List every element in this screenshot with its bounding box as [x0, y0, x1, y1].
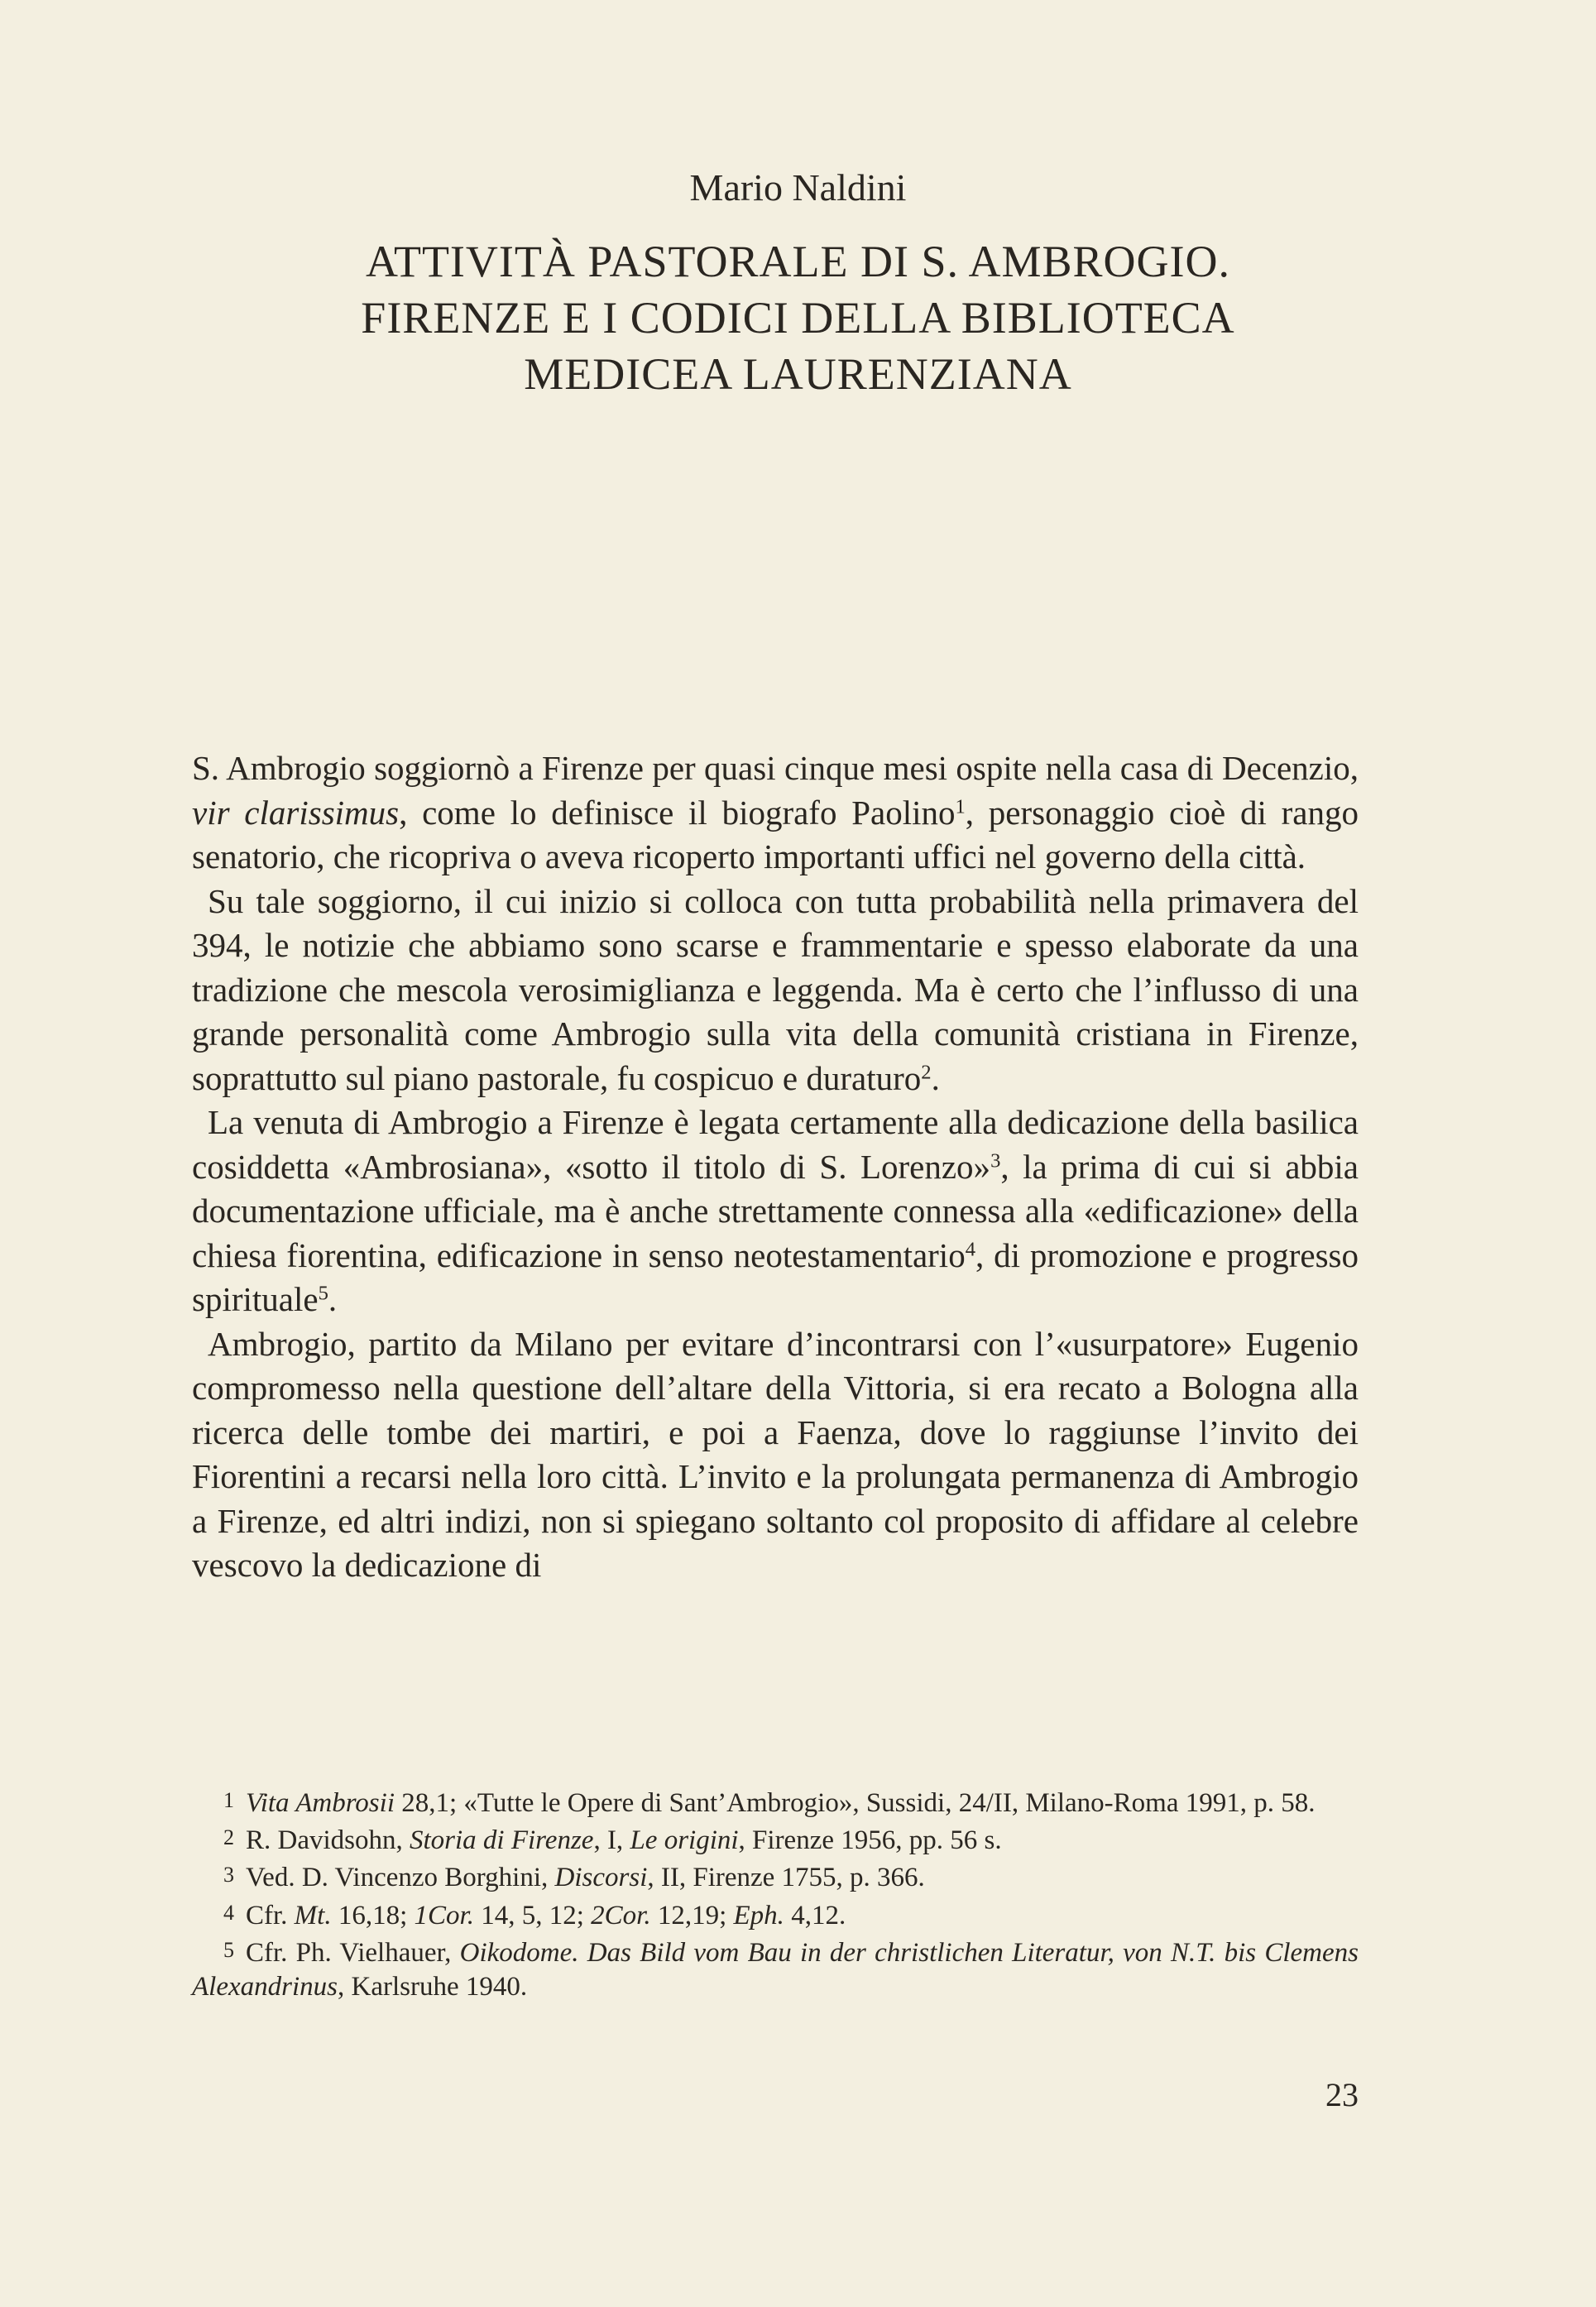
paragraph-4: Ambrogio, partito da Milano per evitare d’incontrarsi con l’«usurpatore» Eugenio compromesso nella questione dell’altare della Vittoria, si era recato a Bologna alla ricerca delle tombe dei martiri, e poi a Faenza, dove lo raggiunse l’invito dei Fiorentini a recarsi nella loro città. L’invito e la prolungata permanenza di Ambrogio a Firenze, ed altri indizi, non si spiegano soltanto col proposito di affidare al celebre vescovo la dedicazione di	[192, 1324, 1359, 1584]
footnote-ref-3: 3	[990, 1149, 1001, 1172]
footnote-number: 2	[223, 1825, 234, 1850]
footnote-text: 28,1; «Tutte le Opere di Sant’Ambrogio», Sussidi, 24/II, Milano-Roma 1991, p. 58.	[395, 1788, 1316, 1819]
footnote-text: Cfr. Ph. Vielhauer,	[246, 1937, 460, 1968]
footnote-text: 4,12.	[784, 1900, 846, 1930]
footnote-title: Eph.	[733, 1900, 784, 1930]
footnote-title: Discorsi	[554, 1863, 648, 1893]
footnote-text: 12,19;	[650, 1900, 734, 1930]
footnote-3	[192, 1858, 1359, 1895]
footnote-title: Mt.	[294, 1900, 332, 1930]
footnote-number: 5	[223, 1937, 234, 1962]
footnote-number: 3	[223, 1863, 234, 1887]
footnote-text: , I,	[593, 1825, 630, 1856]
article-title	[0, 233, 1596, 402]
page-number: 23	[1325, 2076, 1359, 2113]
footnote-ref-4: 4	[965, 1237, 975, 1260]
footnote-title: Vita Ambrosii	[246, 1788, 395, 1819]
footnotes	[192, 1783, 1359, 2004]
title-line: ATTIVITÀ PASTORALE DI S. AMBROGIO.	[365, 237, 1231, 286]
latin-phrase: vir clarissimus	[192, 793, 400, 832]
footnote-5	[192, 1933, 1359, 2004]
paragraph-3: La venuta di Ambrogio a Firenze è legata certamente alla dedicazione della basilica cosiddetta «Ambrosiana», «sotto il titolo di S. Lorenzo»$^3$, la prima di cui si abbia documentazione ufficiale, ma è anche strettamente connessa alla «edificazione» della chiesa fiorentina, edificazione in senso neotestamentario$^4$, di promozione e progresso spirituale$^5$.	[192, 1103, 1359, 1318]
footnote-title: 1Cor.	[414, 1900, 474, 1930]
footnote-number: 1	[223, 1788, 234, 1812]
footnote-text: , Firenze 1956, pp. 56 s.	[738, 1825, 1002, 1856]
footnote-number: 4	[223, 1900, 234, 1925]
footnote-text: R. Davidsohn,	[246, 1825, 410, 1856]
footnote-ref-5: 5	[318, 1282, 328, 1305]
footnote-title: Oikodome. Das Bild vom Bau in der christlichen Literatur, von N.T. bis Clemens Alexandrinus	[192, 1937, 1359, 2002]
author-name: Mario Naldini	[689, 166, 907, 209]
footnote-text: , II, Firenze 1755, p. 366.	[647, 1863, 925, 1893]
footnote-text: Cfr.	[246, 1900, 295, 1930]
footnote-4	[192, 1896, 1359, 1933]
footnote-title: Le origini	[630, 1825, 739, 1856]
paragraph-2: Su tale soggiorno, il cui inizio si colloca con tutta probabilità nella primavera del 394, le notizie che abbiamo sono scarse e frammentarie e spesso elaborate da una tradizione che mescola verosimiglianza e leggenda. Ma è certo che l’influsso di una grande personalità come Ambrogio sulla vita della comunità cristiana in Firenze, soprattutto sul piano pastorale, fu cospicuo e duraturo$^2$.	[192, 881, 1359, 1097]
footnote-text: 14, 5, 12;	[473, 1900, 592, 1930]
paragraph-1: S. Ambrogio soggiornò a Firenze per quasi cinque mesi ospite nella casa di Decenzio, vir clarissimus, come lo definisce il biografo Paolino$^1$, personaggio cioè di rango senatorio, che ricopriva o aveva ricoperto importanti uffici nel governo della città.	[192, 749, 1359, 875]
footnote-text: , Karlsruhe 1940.	[337, 1971, 528, 2002]
footnote-2	[192, 1820, 1359, 1858]
footnote-title: Storia di Firenze	[410, 1825, 594, 1856]
footnote-1	[192, 1783, 1359, 1820]
footnote-ref-2: 2	[921, 1060, 932, 1083]
body-text	[192, 746, 1359, 1588]
footnote-ref-1: 1	[955, 794, 966, 818]
footnote-title: 2Cor.	[591, 1900, 651, 1930]
footnote-text: 16,18;	[331, 1900, 415, 1930]
title-line: MEDICEA LAURENZIANA	[524, 349, 1072, 399]
title-line: FIRENZE E I CODICI DELLA BIBLIOTECA	[361, 293, 1235, 343]
footnote-text: Ved. D. Vincenzo Borghini,	[246, 1863, 555, 1893]
